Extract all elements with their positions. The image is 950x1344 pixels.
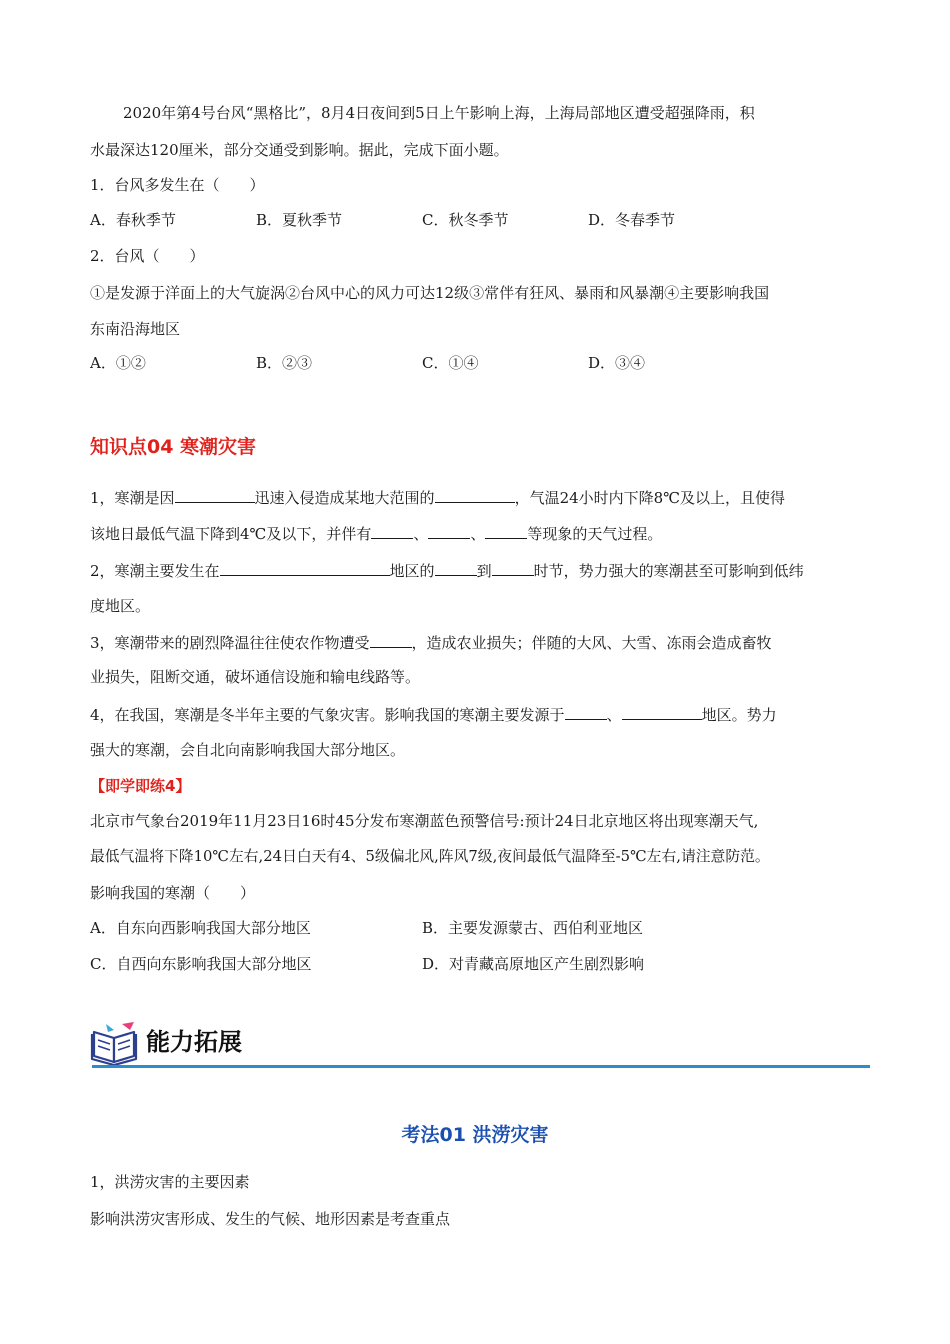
point-2-line-2: 度地区。 (90, 597, 151, 615)
fill-blank (371, 522, 413, 539)
question-2-option-a: A．①② (90, 354, 146, 372)
method-heading: 考法01 洪涝灾害 (401, 1124, 549, 1146)
question-2-option-d: D．③④ (588, 354, 646, 372)
point-4-text-b: 地区。势力 (701, 706, 777, 724)
point-1-text-a: 1，寒潮是因 (90, 489, 175, 507)
point-4-line-1 (90, 703, 777, 725)
fill-blank (565, 703, 607, 720)
practice-option-a: A．自东向西影响我国大部分地区 (90, 919, 311, 937)
question-2-option-c: C．①④ (422, 354, 479, 372)
point-3-line-1 (90, 631, 772, 653)
question-1-option-d: D．冬春季节 (588, 211, 676, 229)
practice-option-c: C．自西向东影响我国大部分地区 (90, 955, 312, 973)
point-3-text-a: 3，寒潮带来的剧烈降温往往使农作物遭受 (90, 634, 370, 652)
point-1-line-2 (90, 522, 662, 544)
question-1-stem: 1．台风多发生在（ ） (90, 176, 265, 194)
separator: 、 (606, 706, 622, 724)
section-title: 能力拓展 (146, 1028, 242, 1056)
separator: 、 (470, 525, 486, 543)
point-2-text-c: 到 (476, 562, 492, 580)
practice-line-1: 北京市气象台2019年11月23日16时45分发布寒潮蓝色预警信号:预计24日北京地区将出现寒潮天气, (90, 812, 759, 830)
practice-line-2: 最低气温将下降10℃左右,24日白天有4、5级偏北风,阵风7级,夜间最低气温降至-5℃左右,请注意防范。 (90, 848, 770, 865)
point-1-line-2-text: 该地日最低气温下降到4℃及以下，并伴有 (90, 525, 372, 543)
practice-option-b: B．主要发源蒙古、西伯利亚地区 (422, 919, 644, 937)
point-1-line-1 (90, 486, 785, 508)
point-2-text-b: 地区的 (389, 562, 435, 580)
question-2-statements-line-1: ①是发源于洋面上的大气旋涡②台风中心的风力可达12级③常伴有狂风、暴雨和风暴潮④主要影响我国 (90, 284, 770, 302)
question-2-option-b: B．②③ (256, 354, 313, 372)
intro-line-2: 水最深达120厘米，部分交通受到影响。据此，完成下面小题。 (90, 141, 509, 159)
fill-blank (622, 703, 702, 720)
flood-line-1: 1，洪涝灾害的主要因素 (90, 1173, 250, 1191)
point-4-text-a: 4，在我国，寒潮是冬半年主要的气象灾害。影响我国的寒潮主要发源于 (90, 706, 565, 724)
section-divider (92, 1065, 870, 1068)
book-icon (90, 1020, 140, 1066)
point-3-line-2: 业损失，阻断交通，破坏通信设施和输电线路等。 (90, 668, 421, 686)
point-1-text-b: 迅速入侵造成某地大范围的 (254, 489, 435, 507)
point-3-text-b: ，造成农业损失；伴随的大风、大雪、冻雨会造成畜牧 (411, 634, 772, 652)
question-1-option-a: A．春秋季节 (90, 211, 176, 229)
flood-line-2: 影响洪涝灾害形成、发生的气候、地形因素是考查重点 (90, 1210, 451, 1228)
intro-line-1: 2020年第4号台风“黑格比”，8月4日夜间到5日上午影响上海，上海局部地区遭受超强降雨，积 (123, 104, 755, 122)
question-1-option-c: C．秋冬季节 (422, 211, 509, 229)
fill-blank (370, 631, 412, 648)
question-2-stem: 2．台风（ ） (90, 247, 205, 265)
practice-question-stem: 影响我国的寒潮（ ） (90, 884, 256, 902)
question-2-statements-line-2: 东南沿海地区 (90, 320, 181, 338)
knowledge-point-heading: 知识点04 寒潮灾害 (90, 436, 257, 458)
point-1-text-c: ，气温24小时内下降8℃及以上，且使得 (514, 489, 785, 507)
practice-label: 【即学即练4】 (90, 777, 191, 795)
point-4-line-2: 强大的寒潮，会自北向南影响我国大部分地区。 (90, 741, 406, 759)
point-2-text-d: 时节，势力强大的寒潮甚至可影响到低纬 (533, 562, 804, 580)
point-2-line-1 (90, 559, 804, 581)
fill-blank (175, 486, 255, 503)
question-1-option-b: B．夏秋季节 (256, 211, 343, 229)
point-1-line-2-end: 等现象的天气过程。 (527, 525, 663, 543)
fill-blank (435, 559, 477, 576)
practice-option-d: D．对青藏高原地区产生剧烈影响 (422, 955, 645, 973)
point-2-text-a: 2，寒潮主要发生在 (90, 562, 220, 580)
separator: 、 (413, 525, 429, 543)
fill-blank (220, 559, 390, 576)
fill-blank (428, 522, 470, 539)
fill-blank (492, 559, 534, 576)
fill-blank (435, 486, 515, 503)
fill-blank (485, 522, 527, 539)
